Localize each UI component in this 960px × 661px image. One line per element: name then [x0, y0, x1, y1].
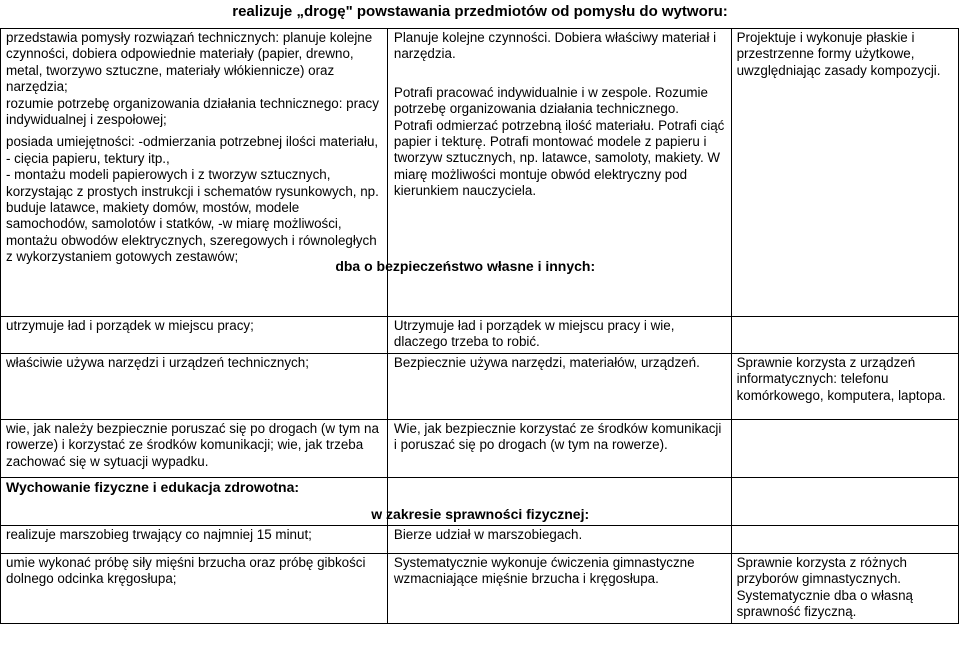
advanced-cell	[731, 29, 958, 317]
achievement-cell	[371, 477, 731, 525]
section-heading: Wychowanie fizyczne i edukacja zdrowotna:	[6, 478, 300, 495]
table-row	[1, 553, 959, 623]
requirement-text: przedstawia pomysły rozwiązań technicznych: planuje kolejne czynności, dobiera odpowiednie materiały (papier, drewno, metal, tworzywo sztuczne, materiały włókiennicze) oraz narzędzia;	[6, 30, 373, 95]
achievement-text: Planuje kolejne czynności. Dobiera właściwy materiał i narzędzia.	[393, 30, 717, 62]
table-row	[1, 525, 959, 553]
achievement-cell: Bezpiecznie używa narzędzi, materiałów, urządzeń.	[387, 353, 731, 419]
achievement-text: Potrafi pracować indywidualnie i w zespole. Rozumie potrzebę organizowania działania technicznego.	[393, 84, 708, 117]
advanced-cell	[731, 317, 958, 354]
requirement-text: - cięcia papieru, tektury itp.,	[6, 150, 170, 166]
requirement-cell: realizuje marszobieg trwający co najmniej 15 minut;	[1, 525, 388, 553]
achievement-cell: Bierze udział w marszobiegach.	[387, 525, 731, 553]
requirement-cell: utrzymuje ład i porządek w miejscu pracy;	[1, 317, 388, 354]
safety-caption: dba o bezpieczeństwo własne i innych:	[335, 257, 596, 274]
requirement-text: posiada umiejętności: -odmierzania potrzebnej ilości materiału,	[6, 134, 379, 150]
table-row	[1, 353, 959, 419]
fitness-caption: w zakresie sprawności fizycznej:	[371, 506, 590, 523]
requirement-cell: właściwie używa narzędzi i urządzeń technicznych;	[1, 353, 388, 419]
achievement-cell: Systematycznie wykonuje ćwiczenia gimnastyczne wzmacniające mięśnie brzucha i kręgosłupa.	[387, 553, 731, 623]
achievement-text: Potrafi odmierzać potrzebną ilość materiału. Potrafi ciąć papier i tekturę. Potrafi montować modele z papieru i tworzyw sztucznych, np. latawce, samoloty, makiety. W miarę możliwości montuje obwód elektryczny pod kierunkiem nauczyciela.	[393, 117, 725, 199]
advanced-cell	[731, 477, 958, 525]
achievement-cell: Utrzymuje ład i porządek w miejscu pracy i wie, dlaczego trzeba to robić.	[387, 317, 731, 354]
requirement-text: - montażu modeli papierowych i z tworzyw sztucznych, korzystając z prostych instrukcji i schematów rysunkowych, np. buduje latawce, makiety domów, mostów, modele samochodów, samolotów i statków, -w miarę możliwości, montażu obwodów elektrycznych, szeregowych i równoległych z wykorzystaniem gotowych zestawów;	[6, 167, 379, 265]
achievement-cell	[335, 29, 731, 317]
advanced-cell	[731, 525, 958, 553]
curriculum-table	[0, 28, 959, 624]
advanced-cell	[731, 419, 958, 477]
requirement-text: rozumie potrzebę organizowania działania technicznego: pracy indywidualnej i zespołowej;	[6, 95, 379, 128]
advanced-cell: Sprawnie korzysta z urządzeń informatycznych: telefonu komórkowego, komputera, laptopa.	[731, 353, 958, 419]
table-row	[1, 419, 959, 477]
table-row	[1, 317, 959, 354]
page-title: realizuje „drogę" powstawania przedmiotów od pomysłu do wytworu:	[232, 3, 728, 20]
requirement-cell: umie wykonać próbę siły mięśni brzucha oraz próbę gibkości dolnego odcinka kręgosłupa;	[1, 553, 388, 623]
advanced-text: Projektuje i wykonuje płaskie i przestrzenne formy użytkowe, uwzględniając zasady kompozycji.	[736, 30, 941, 78]
table-row	[1, 29, 959, 317]
table-row	[1, 477, 959, 525]
requirement-cell: wie, jak należy bezpiecznie poruszać się po drogach (w tym na rowerze) i korzystać ze środków komunikacji; wie, jak trzeba zachować się w sytuacji wypadku.	[1, 419, 388, 477]
advanced-cell: Sprawnie korzysta z różnych przyborów gimnastycznych. Systematycznie dba o własną sprawność fizyczną.	[731, 553, 958, 623]
achievement-cell: Wie, jak bezpiecznie korzystać ze środków komunikacji i poruszać się po drogach (w tym na rowerze).	[387, 419, 731, 477]
